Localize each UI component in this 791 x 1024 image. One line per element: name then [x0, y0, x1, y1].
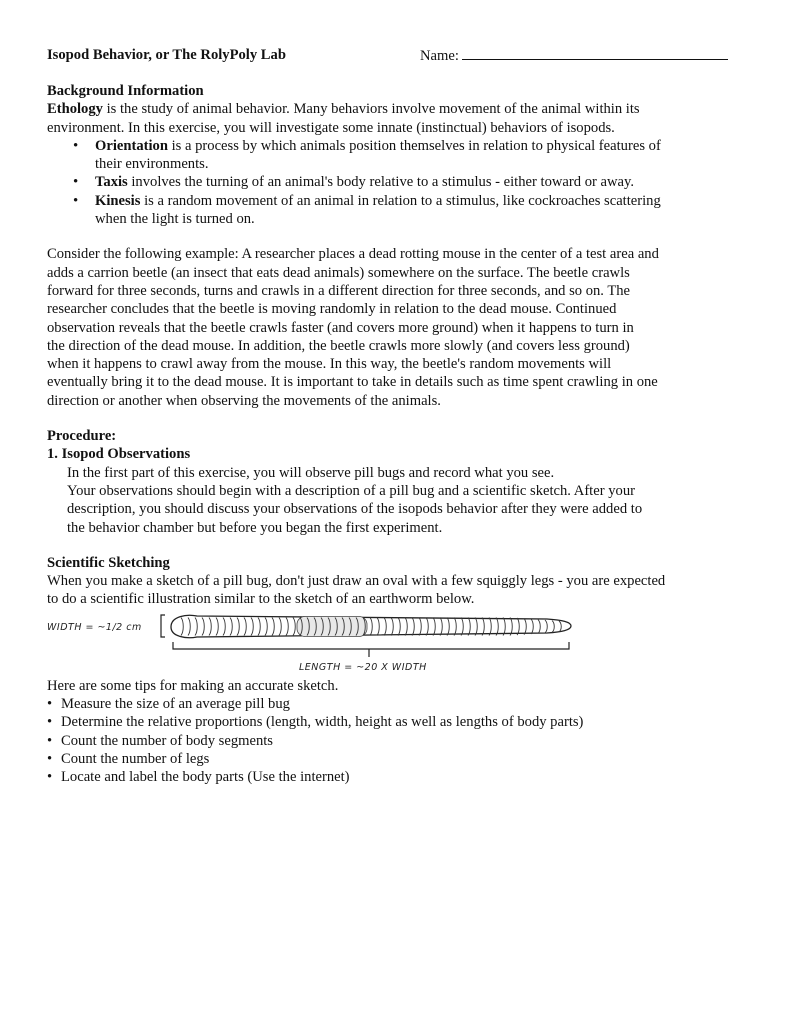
- sketching-line: to do a scientific illustration similar to the sketch of an earthworm below.: [47, 591, 475, 608]
- background-heading: Background Information: [47, 83, 204, 99]
- tips-list: [47, 695, 747, 786]
- example-paragraph: [47, 245, 747, 410]
- example-line: Consider the following example: A researcher places a dead rotting mouse in the center of a test area and: [47, 246, 659, 263]
- width-bracket: [161, 615, 165, 637]
- sketching-line: When you make a sketch of a pill bug, don't just draw an oval with a few squiggly legs - you are expected: [47, 573, 666, 590]
- length-bracket: [173, 642, 569, 649]
- document-header: [47, 46, 747, 66]
- isopod-observations-heading: 1. Isopod Observations: [47, 446, 191, 463]
- example-line: forward for three seconds, turns and crawls in a different direction for three seconds, and so on. The: [47, 282, 631, 299]
- example-line: observation reveals that the beetle crawls faster (and covers more ground) when it happens to turn in: [47, 319, 634, 336]
- procedure-heading: Procedure:: [47, 428, 117, 445]
- example-line: when it happens to crawl away from the mouse. In this way, the beetle's random movements will: [47, 356, 612, 373]
- kinesis-line-1: is a random movement of an animal in relation to a stimulus, like cockroaches scattering: [140, 192, 661, 209]
- example-line: eventually bring it to the dead mouse. It is important to take in details such as time spent crawling in one: [47, 374, 658, 391]
- procedure-line: the behavior chamber but before you began the first experiment.: [67, 519, 443, 536]
- length-label: LENGTH = ~20 X WIDTH: [299, 661, 427, 673]
- kinesis-line-2: when the light is turned on.: [95, 211, 255, 228]
- tip-item: • Locate and label the body parts (Use the internet): [61, 768, 747, 786]
- procedure-line: description, you should discuss your observations of the isopods behavior after they were added to: [67, 501, 643, 518]
- procedure-line: In the first part of this exercise, you will observe pill bugs and record what you see.: [67, 464, 555, 481]
- ethology-text-1: is the study of animal behavior. Many behaviors involve movement of the animal within its: [102, 101, 640, 118]
- name-label: Name:: [420, 48, 459, 64]
- example-line: the direction of the dead mouse. In addition, the beetle crawls more slowly (and covers less ground): [47, 337, 630, 354]
- orientation-term: Orientation: [95, 137, 168, 154]
- orientation-line-1: is a process by which animals position themselves in relation to physical features of: [167, 137, 661, 154]
- ethology-paragraph: [47, 100, 747, 118]
- taxis-term: Taxis: [95, 174, 128, 191]
- tip-item: • Measure the size of an average pill bug: [61, 695, 747, 713]
- definition-orientation: [95, 137, 747, 174]
- procedure-text: [47, 464, 747, 537]
- tip-item: • Count the number of body segments: [61, 732, 747, 750]
- example-line: researcher concludes that the beetle is moving randomly in relation to the dead mouse. Continued: [47, 301, 617, 318]
- name-blank-line[interactable]: [462, 46, 728, 60]
- definition-taxis: [95, 173, 747, 191]
- procedure-line: Your observations should begin with a description of a pill bug and a scientific sketch. After your: [67, 482, 635, 499]
- earthworm-clitellum: [297, 616, 367, 636]
- ethology-text-2: environment. In this exercise, you will investigate some innate (instinctual) behaviors of isopods.: [47, 119, 615, 136]
- definition-kinesis: [95, 192, 747, 229]
- tip-item: • Determine the relative proportions (length, width, height as well as lengths of body parts): [61, 713, 747, 731]
- taxis-line-1: involves the turning of an animal's body relative to a stimulus - either toward or away.: [127, 174, 634, 191]
- document-page: [47, 46, 747, 787]
- ethology-term: Ethology: [47, 101, 103, 118]
- definition-list: [47, 137, 747, 228]
- name-field: [420, 46, 728, 65]
- sketching-heading: Scientific Sketching: [47, 554, 170, 571]
- tip-item: • Count the number of legs: [61, 750, 747, 768]
- tips-intro: Here are some tips for making an accurate sketch.: [47, 677, 339, 694]
- kinesis-term: Kinesis: [95, 192, 141, 209]
- width-label: WIDTH = ~1/2 cm: [47, 621, 142, 633]
- earthworm-sketch: [47, 611, 587, 677]
- example-line: direction or another when observing the movements of the animals.: [47, 392, 441, 409]
- document-title: Isopod Behavior, or The RolyPoly Lab: [47, 47, 286, 63]
- orientation-line-2: their environments.: [95, 156, 209, 173]
- example-line: adds a carrion beetle (an insect that eats dead animals) somewhere on the surface. The beetle crawls: [47, 264, 630, 281]
